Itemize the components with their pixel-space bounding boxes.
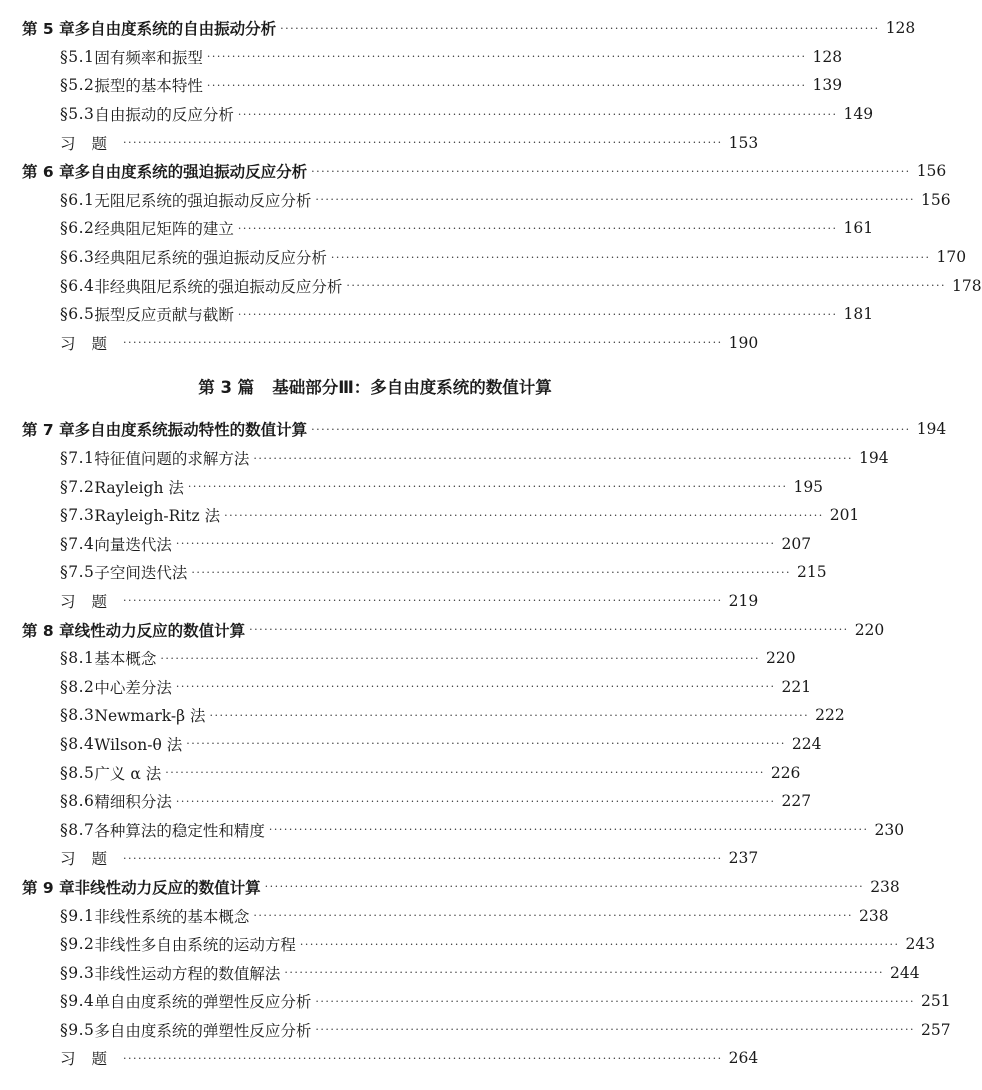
dot-leader: ························································································································ [315,193,916,207]
entry-number: 第 5 章 [22,20,75,39]
entry-title: 广义 α 法 [94,764,162,783]
entry-title: 习题 [60,134,124,153]
page-number: 222 [815,706,845,725]
entry-title: 中心差分法 [94,678,172,697]
dot-leader: ························································································································ [206,78,807,92]
dot-leader: ························································································································ [315,994,916,1008]
toc-section-entry[interactable] [0,186,951,215]
entry-number: §8.3 [60,706,95,725]
entry-title: 无阻尼系统的强迫振动反应分析 [94,191,312,210]
entry-number: 第 6 章 [22,163,75,182]
toc-section-entry[interactable] [0,958,920,987]
toc-section-entry[interactable] [0,672,812,701]
dot-leader: ························································································································ [268,823,869,837]
dot-leader: ························································································································ [175,537,776,551]
toc-section-entry[interactable] [0,730,822,759]
page-number: 215 [797,563,827,582]
dot-leader: ························································································································ [311,164,911,178]
page-number: 264 [728,1049,759,1068]
dot-leader: ························································································································ [165,766,765,780]
toc-section-entry[interactable] [0,644,796,673]
page-number: 226 [770,763,801,782]
entry-title: 非线性系统的基本概念 [94,907,250,926]
page-number: 251 [921,992,951,1011]
entry-number: §7.2 [60,477,95,496]
entry-number: §8.7 [60,820,95,839]
page-number: 156 [921,190,951,209]
toc-section-entry[interactable] [0,300,874,329]
dot-leader: ························································································································ [237,107,838,121]
dot-leader: ························································································································ [311,422,911,436]
page-number: 194 [859,449,889,468]
page-number: 219 [728,591,759,610]
toc-section-entry[interactable] [0,987,951,1016]
entry-title: 非线性动力反应的数值计算 [74,878,261,897]
entry-title: 特征值问题的求解方法 [94,450,250,469]
entry-number: §8.4 [60,734,95,753]
part-title: 基础部分Ⅲ：多自由度系统的数值计算 [272,378,552,398]
page-number: 220 [854,620,885,639]
page-number: 221 [781,677,812,696]
entry-number: §8.5 [60,763,95,782]
entry-number: §9.1 [60,906,95,925]
entry-number: §9.5 [60,1020,95,1039]
entry-number: §6.4 [60,276,95,295]
toc-section-entry[interactable] [0,100,874,129]
page-number: 238 [870,877,900,896]
page-number: 230 [874,820,905,839]
dot-leader: ························································································································ [330,250,931,264]
toc-chapter-entry[interactable] [0,14,916,43]
toc-exercise-entry[interactable] [0,128,759,157]
dot-leader: ························································································································ [299,937,900,951]
toc-section-entry[interactable] [0,271,982,300]
toc-chapter-entry[interactable] [0,415,947,444]
entry-title: 非经典阻尼系统的强迫振动反应分析 [94,277,343,296]
table-of-contents [0,14,982,1073]
toc-chapter-entry[interactable] [0,873,900,902]
part-number: 第 3 篇 [198,378,255,398]
entry-title: 多自由度系统振动特性的数值计算 [74,421,308,440]
dot-leader: ························································································································ [264,880,865,894]
dot-leader: ························································································································ [209,708,810,722]
toc-section-entry[interactable] [0,930,936,959]
page-number: 194 [916,420,947,439]
entry-number: §5.1 [60,47,95,66]
entry-title: 固有频率和振型 [94,48,203,67]
dot-leader: ························································································································ [123,594,723,608]
page-number: 224 [791,734,822,753]
dot-leader: ························································································································ [237,221,838,235]
entry-number: §8.2 [60,677,95,696]
toc-exercise-entry[interactable] [0,587,759,616]
toc-section-entry[interactable] [0,214,874,243]
page-number: 128 [885,19,916,38]
page-number: 128 [812,47,843,66]
toc-section-entry[interactable] [0,243,967,272]
page-number: 181 [843,305,874,324]
entry-title: 习题 [60,1050,124,1069]
toc-section-entry[interactable] [0,530,812,559]
page-number: 139 [812,76,843,95]
page-number: 153 [728,133,759,152]
toc-exercise-entry[interactable] [0,329,759,358]
entry-title: Newmark-β 法 [94,707,206,726]
entry-title: 振型的基本特性 [94,77,203,96]
entry-number: 第 9 章 [22,878,75,897]
entry-number: §5.2 [60,76,95,95]
page-number: 244 [890,963,920,982]
dot-leader: ························································································································ [123,1051,723,1065]
entry-title: Rayleigh 法 [94,478,184,497]
toc-section-entry[interactable] [0,71,843,100]
entry-title: 非线性多自由系统的运动方程 [94,936,296,955]
dot-leader: ························································································································ [237,307,838,321]
toc-section-entry[interactable] [0,758,801,787]
entry-number: §8.6 [60,792,95,811]
entry-title: Wilson-θ 法 [94,735,183,754]
dot-leader: ························································································································ [284,966,885,980]
page-number: 156 [916,162,947,181]
dot-leader: ························································································································ [253,909,854,923]
entry-number: §7.1 [60,449,95,468]
toc-exercise-entry[interactable] [0,1044,759,1073]
dot-leader: ························································································································ [206,50,807,64]
toc-section-entry[interactable] [0,901,889,930]
toc-section-entry[interactable] [0,501,860,530]
page-number: 207 [781,534,812,553]
part-heading [0,357,750,415]
entry-title: Rayleigh-Ritz 法 [94,507,221,526]
dot-leader: ························································································································ [175,794,776,808]
page-number: 190 [728,333,759,352]
dot-leader: ························································································································ [160,651,761,665]
dot-leader: ························································································································ [249,623,849,637]
page-number: 161 [843,219,874,238]
dot-leader: ························································································································ [346,279,947,293]
page-number: 149 [843,105,874,124]
entry-title: 习题 [60,850,124,869]
entry-number: 第 8 章 [22,621,75,640]
entry-title: 向量迭代法 [94,535,172,554]
entry-title: 多自由度系统的弹塑性反应分析 [94,1021,312,1040]
entry-number: §7.4 [60,534,95,553]
toc-section-entry[interactable] [0,787,812,816]
page-number: 238 [859,906,889,925]
entry-title: 经典阻尼系统的强迫振动反应分析 [94,249,327,268]
page-number: 227 [781,792,812,811]
entry-title: 多自由度系统的自由振动分析 [74,20,277,39]
dot-leader: ························································································································ [191,565,792,579]
entry-title: 习题 [60,334,124,353]
toc-chapter-entry[interactable] [0,615,885,644]
entry-title: 线性动力反应的数值计算 [74,621,246,640]
dot-leader: ························································································································ [123,336,723,350]
entry-title: 非线性运动方程的数值解法 [94,964,281,983]
entry-number: 第 7 章 [22,421,75,440]
dot-leader: ························································································································ [315,1023,916,1037]
dot-leader: ························································································································ [187,480,788,494]
dot-leader: ························································································································ [175,680,776,694]
toc-section-entry[interactable] [0,444,889,473]
page-number: 201 [829,506,860,525]
entry-number: §7.3 [60,506,95,525]
entry-title: 子空间迭代法 [94,564,188,583]
entry-title: 基本概念 [94,650,157,669]
entry-title: 单自由度系统的弹塑性反应分析 [94,993,312,1012]
entry-title: 经典阻尼矩阵的建立 [94,220,234,239]
entry-number: §7.5 [60,563,95,582]
toc-section-entry[interactable] [0,43,843,72]
page-number: 237 [728,849,759,868]
toc-section-entry[interactable] [0,701,845,730]
entry-number: §6.3 [60,248,95,267]
page-number: 243 [905,935,936,954]
entry-title: 精细积分法 [94,793,172,812]
entry-number: §9.3 [60,963,95,982]
entry-number: §6.1 [60,190,95,209]
toc-exercise-entry[interactable] [0,844,759,873]
entry-title: 自由振动的反应分析 [94,106,234,125]
toc-chapter-entry[interactable] [0,157,947,186]
dot-leader: ························································································································ [123,136,723,150]
entry-title: 习题 [60,592,124,611]
page-number: 220 [766,649,796,668]
toc-section-entry[interactable] [0,815,905,844]
entry-number: §5.3 [60,105,95,124]
entry-title: 多自由度系统的强迫振动反应分析 [74,163,308,182]
entry-title: 各种算法的稳定性和精度 [94,821,265,840]
entry-number: §6.2 [60,219,95,238]
page-number: 178 [952,276,982,295]
toc-section-entry[interactable] [0,1016,951,1045]
dot-leader: ························································································································ [224,508,824,522]
dot-leader: ························································································································ [186,737,786,751]
entry-number: §9.2 [60,935,95,954]
entry-title: 振型反应贡献与截断 [94,306,234,325]
page-number: 170 [936,248,967,267]
dot-leader: ························································································································ [280,21,880,35]
entry-number: §9.4 [60,992,95,1011]
entry-number: §8.1 [60,649,95,668]
page-number: 257 [921,1020,951,1039]
toc-section-entry[interactable] [0,558,827,587]
dot-leader: ························································································································ [253,451,854,465]
entry-number: §6.5 [60,305,95,324]
dot-leader: ························································································································ [123,851,723,865]
page-number: 195 [793,477,824,496]
toc-section-entry[interactable] [0,472,824,501]
